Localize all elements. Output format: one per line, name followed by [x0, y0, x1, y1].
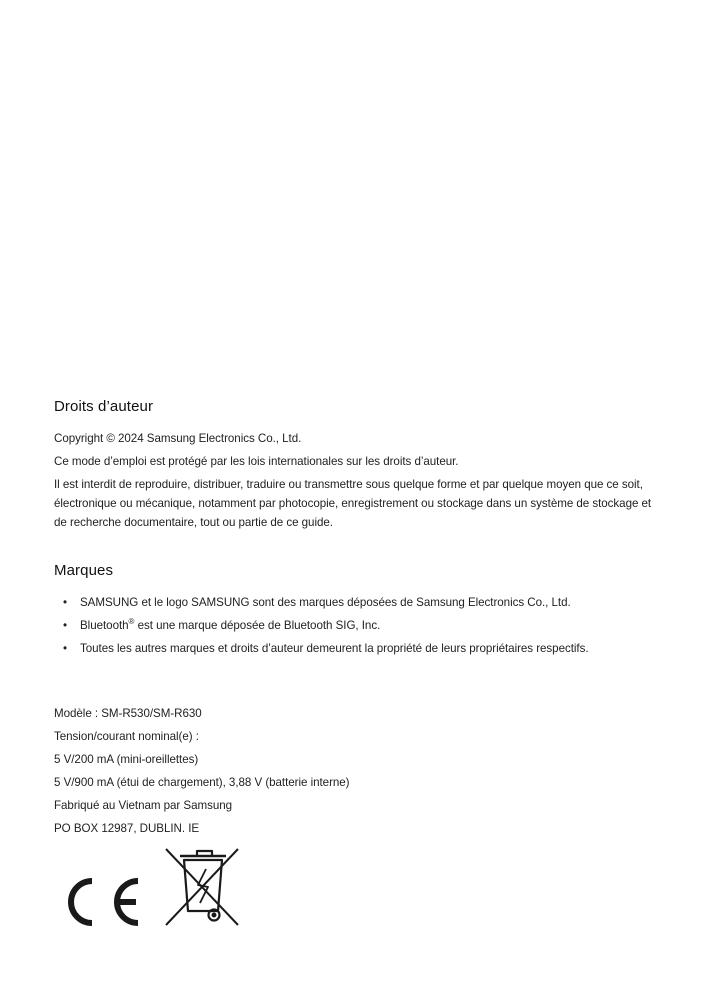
rating-case: 5 V/900 mA (étui de chargement), 3,88 V (batterie interne): [54, 776, 350, 789]
manufacturer: Fabriqué au Vietnam par Samsung: [54, 799, 233, 812]
list-item: [54, 593, 654, 612]
copyright-heading: Droits d’auteur: [54, 398, 154, 415]
trademarks-heading: Marques: [54, 562, 114, 579]
registered-mark: ®: [128, 617, 135, 626]
bullet: •: [63, 642, 68, 655]
bullet: •: [63, 619, 68, 632]
trademarks-list: [54, 593, 654, 658]
regulatory-marks: [62, 845, 252, 935]
ce-mark-icon: [71, 881, 138, 923]
trademark-samsung-text: SAMSUNG et le logo SAMSUNG sont des marques déposées de Samsung Electronics Co., Ltd.: [80, 596, 571, 609]
regulatory-marks-svg: [62, 845, 252, 935]
rating-earbuds: 5 V/200 mA (mini-oreillettes): [54, 753, 199, 766]
list-item: [54, 639, 654, 658]
copyright-protection-text: Ce mode d’emploi est protégé par les lois internationales sur les droits d’auteur.: [54, 455, 459, 468]
trademark-other-text: Toutes les autres marques et droits d’auteur demeurent la propriété de leurs propriétaires respectifs.: [80, 642, 589, 655]
model-number: Modèle : SM-R530/SM-R630: [54, 707, 202, 720]
crossed-out-bin-icon: [166, 849, 238, 925]
trademark-bluetooth-name: Bluetooth: [80, 619, 129, 632]
trademark-bluetooth-text: est une marque déposée de Bluetooth SIG, Inc.: [134, 619, 381, 632]
page-content: [54, 398, 654, 842]
manufacturer-address: PO BOX 12987, DUBLIN. IE: [54, 822, 200, 835]
copyright-restriction-text: Il est interdit de reproduire, distribuer, traduire ou transmettre sous quelque forme et par quelque moyen que ce soit, électronique ou mécanique, notamment par photocopie, enregistrement ou stockage dans un système de stockage et de recherche documentaire, tout ou partie de ce guide.: [54, 478, 652, 529]
rating-label: Tension/courant nominal(e) :: [54, 730, 199, 743]
list-item: [54, 616, 654, 635]
product-info: [54, 704, 654, 838]
copyright-line: Copyright © 2024 Samsung Electronics Co., Ltd.: [54, 432, 302, 445]
bullet: •: [63, 596, 68, 609]
